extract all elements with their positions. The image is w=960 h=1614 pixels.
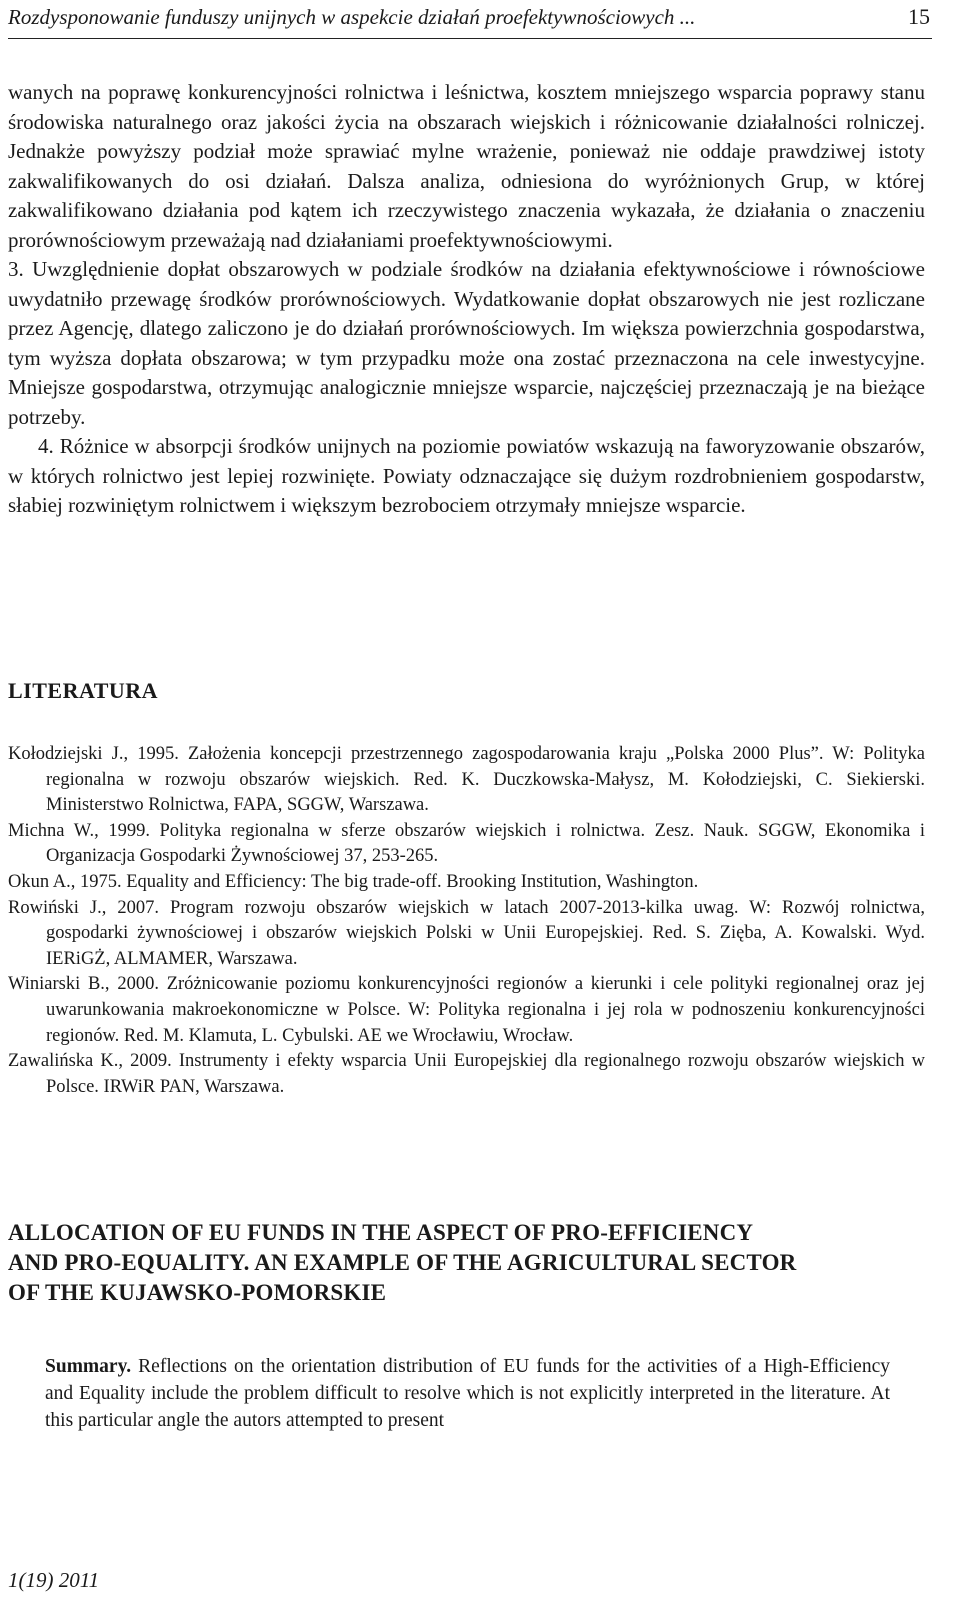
running-head bbox=[8, 2, 932, 39]
reference-item: Okun A., 1975. Equality and Efficiency: The big trade-off. Brooking Institution, Washington. bbox=[8, 871, 699, 892]
reference-item: Michna W., 1999. Polityka regionalna w sferze obszarów wiejskich i rolnictwa. Zesz. Nauk. SGGW, Ekonomika i Organizacja Gospodarki Żywnościowej 37, 253-265. bbox=[8, 820, 925, 867]
english-title bbox=[8, 1218, 908, 1308]
summary-text: Reflections on the orientation distribution of EU funds for the activities of a High-Efficiency and Equality include the problem difficult to resolve which is not explicitly interpreted in the literature. At this particular angle the autors attempted to present bbox=[45, 1356, 890, 1431]
reference-item: Rowiński J., 2007. Program rozwoju obszarów wiejskich w latach 2007-2013-kilka uwag. W: Rozwój rolnictwa, gospodarki żywnościowej i obszarów wiejskich Polski w Unii Europejskiej. Red. S. Zięba, A. Kowalski. Wyd. IERiGŻ, ALMAMER, Warszawa. bbox=[8, 897, 925, 969]
reference-item: Zawalińska K., 2009. Instrumenty i efekty wsparcia Unii Europejskiej dla regionalnego rozwoju obszarów wiejskich w Polsce. IRWiR PAN, Warszawa. bbox=[8, 1051, 925, 1097]
reference-item: Winiarski B., 2000. Zróżnicowanie poziomu konkurencyjności regionów a kierunki i cele polityki regionalnej oraz jej uwarunkowania makroekonomiczne w Polsce. W: Polityka regionalna i jej rola w podnoszeniu konkurencyjności regionów. Red. M. Klamuta, L. Cybulski. AE we Wrocławiu, Wrocław. bbox=[8, 974, 925, 1046]
summary-label: Summary. bbox=[45, 1356, 132, 1377]
english-summary bbox=[45, 1353, 890, 1434]
english-title-line: ALLOCATION OF EU FUNDS IN THE ASPECT OF PRO-EFFICIENCY bbox=[8, 1220, 754, 1245]
conclusions-body bbox=[8, 78, 925, 521]
body-paragraph-1: wanych na poprawę konkurencyjności rolnictwa i leśnictwa, kosztem mniejszego wsparcia poprawy stanu środowiska naturalnego oraz jakości życia na obszarach wiejskich i różnicowanie działalności rolniczej. Jednakże powyższy podział może sprawiać mylne wrażenie, ponieważ nie oddaje prawdziwej istoty zakwalifikowanych do osi działań. Dalsza analiza, odniesiona do wyróżnionych Grup, w której zakwalifikowano działania pod kątem ich rzeczywistego znaczenia wykazała, że działania o znaczeniu prorównościowym przeważają nad działaniami proefektywnościowymi. bbox=[8, 80, 925, 252]
english-title-line: AND PRO-EQUALITY. AN EXAMPLE OF THE AGRICULTURAL SECTOR bbox=[8, 1250, 797, 1275]
reference-item: Kołodziejski J., 1995. Założenia koncepcji przestrzennego zagospodarowania kraju „Polska 2000 Plus”. W: Polityka regionalna w rozwoju obszarów wiejskich. Red. K. Duczkowska-Małysz, M. Kołodziejski, C. Siekierski. Ministerstwo Rolnictwa, FAPA, SGGW, Warszawa. bbox=[8, 744, 925, 816]
body-paragraph-point-4: 4. Różnice w absorpcji środków unijnych na poziomie powiatów wskazują na faworyzowanie obszarów, w których rolnictwo jest lepiej rozwinięte. Powiaty odznaczające się dużym rozdrobnieniem gospodarstw, słabiej rozwiniętym rolnictwem i większym bezrobociem otrzymały mniejsze wsparcie. bbox=[8, 434, 925, 517]
running-head-title: Rozdysponowanie funduszy unijnych w aspekcie działań proefektywnościowych ... bbox=[8, 5, 696, 29]
literature-heading: LITERATURA bbox=[8, 678, 159, 703]
issue-footer: 1(19) 2011 bbox=[8, 1568, 100, 1592]
reference-list bbox=[8, 742, 925, 1100]
body-paragraph-point-3: 3. Uwzględnienie dopłat obszarowych w podziale środków na działania efektywnościowe i równościowe uwydatniło przewagę środków prorównościowych. Wydatkowanie dopłat obszarowych nie jest rozliczane przez Agencję, dlatego zaliczono je do działań prorównościowych. Im większa powierzchnia gospodarstwa, tym wyższa dopłata obszarowa; w tym przypadku może ona zostać przeznaczona na cele inwestycyjne. Mniejsze gospodarstwa, otrzymując analogicznie mniejsze wsparcie, najczęściej przeznaczają je na bieżące potrzeby. bbox=[8, 257, 925, 429]
english-title-line: OF THE KUJAWSKO-POMORSKIE bbox=[8, 1280, 387, 1305]
page-number: 15 bbox=[908, 4, 930, 29]
